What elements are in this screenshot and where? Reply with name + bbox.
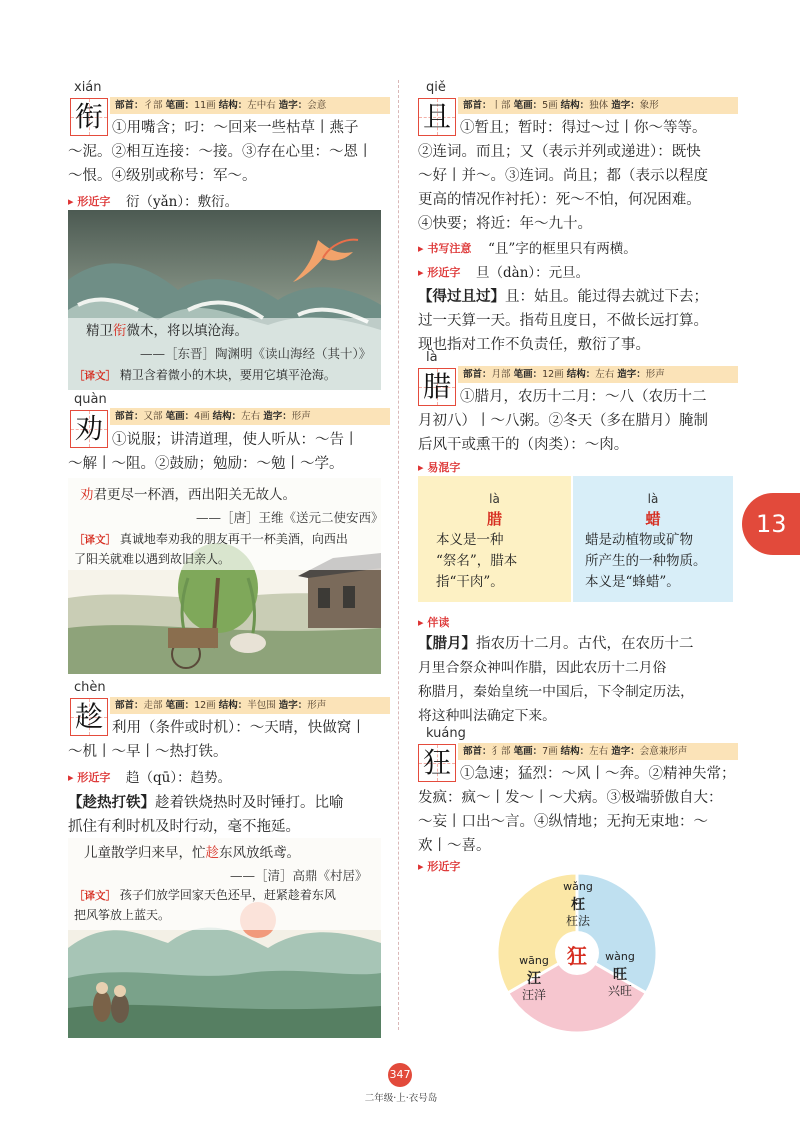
wheel-char: 旺 [613, 967, 627, 983]
poem-line: 精卫衔微木，将以填沧海。 [86, 323, 248, 339]
poem-source: ——［东晋］陶渊明《读山海经（其十）》 [140, 346, 372, 361]
wheel-char: 汪 [527, 971, 541, 987]
poem-translation: ［译文］ 精卫含着微小的木块，要用它填平沧海。 [74, 368, 336, 382]
definition-line: ～解丨～阻。②鼓励；勉励：～勉丨～学。 [68, 456, 344, 472]
footer-series-title: 二年级·上·衣号岛 [364, 1093, 438, 1104]
definition-line: 后风干或熏干的（肉类）：～肉。 [418, 437, 629, 453]
entry-character: 狂 [418, 744, 456, 782]
poem-line: 儿童散学归来早，忙趁东风放纸鸢。 [84, 845, 300, 861]
similar-char-wheel [492, 868, 662, 1038]
definition-line: ①腊月，农历十二月：～八（农历十二 [460, 389, 707, 405]
companion-reading-line: 称腊月，秦始皇统一中国后，下令制定历法， [418, 684, 694, 700]
definition-line: 更高的情况作衬托）：死～不怕，何况困难。 [418, 192, 701, 208]
definition-line: ①急速；猛烈：～风丨～奔。②精神失常； [460, 766, 736, 782]
entry-pinyin: kuáng [426, 726, 466, 741]
wheel-word: 汪洋 [521, 988, 546, 1002]
entry-character: 且 [418, 98, 456, 136]
definition-line: 欢丨～喜。 [418, 838, 491, 854]
similar-char-tag: ▸ 形近字 [68, 769, 110, 785]
wheel-word: 枉法 [565, 914, 590, 928]
poem-translation: 把风筝放上蓝天。 [74, 908, 171, 922]
definition-line: ～恨。④级别或称号：军～。 [68, 168, 257, 184]
wheel-pinyin: wāng [519, 954, 549, 967]
entry-character: 衔 [70, 98, 108, 136]
wheel-char: 枉 [571, 897, 585, 913]
definition-line: 发疯：疯～丨发～丨～犬病。③极端骄傲自大： [418, 790, 723, 806]
definition-line: 利用（条件或时机）：～天晴，快做窝丨 [112, 720, 366, 736]
wheel-center-char: 狂 [567, 944, 587, 968]
wheel-word: 兴旺 [607, 984, 632, 998]
wheel-pinyin: wǎng [563, 880, 593, 893]
companion-reading-line: 【腊月】指农历十二月。古代，在农历十二 [418, 635, 694, 652]
definition-line: ①用嘴含；叼：～回来一些枯草丨燕子 [112, 120, 359, 136]
idiom-line: 【得过且过】且：姑且。能过得去就过下去； [418, 288, 708, 305]
entry-meta-bar: 部首：彳部 笔画：11画 结构：左中右 造字：会意 [110, 97, 390, 114]
entry-pinyin: quàn [74, 392, 107, 407]
idiom-line: 【趁热打铁】趁着铁烧热时及时锤打。比喻 [68, 794, 344, 811]
card-text: 本义是一种 “祭名”，腊本 指“干肉”。 [436, 532, 518, 590]
idiom-line: 过一天算一天。指苟且度日，不做长远打算。 [418, 313, 708, 329]
card-text: 蜡是动植物或矿物 所产生的一种物质。 本义是“蜂蜡”。 [585, 532, 707, 590]
card-character: 腊 [486, 510, 502, 528]
illustration-sea-bird [68, 210, 381, 390]
definition-line: ～好丨并～。③连词。尚且；都（表示以程度 [418, 168, 708, 184]
definition-line: ④快要；将近：年～九十。 [418, 216, 592, 232]
similar-char-text: 衍（yǎn）：敷衍。 [126, 194, 239, 210]
entry-pinyin: qiě [426, 80, 446, 95]
similar-char-tag: ▸ 形近字 [418, 858, 460, 874]
writing-note-tag: ▸ 书写注意 [418, 240, 471, 256]
similar-char-text: 旦（dàn）：元旦。 [476, 265, 590, 281]
definition-line: ①暂且；暂时：得过～过丨你～等等。 [460, 120, 707, 136]
definition-line: ～泥。②相互连接：～接。③存在心里：～恩丨 [68, 144, 373, 160]
entry-character: 趁 [70, 698, 108, 736]
entry-character: 腊 [418, 368, 456, 406]
confusable-card-wax [573, 476, 733, 602]
definition-line: ①说服；讲清道理，使人听从：～告丨 [112, 432, 359, 448]
wheel-pinyin: wàng [605, 950, 635, 963]
confusable-char-tag: ▸ 易混字 [418, 459, 460, 475]
definition-line: ②连词。而且；又（表示并列或递进）：既快 [418, 144, 701, 160]
poem-translation: ［译文］ 孩子们放学回家天色还早，赶紧趁着东风 [74, 888, 336, 902]
similar-char-tag: ▸ 形近字 [418, 264, 460, 280]
card-character: 蜡 [645, 510, 661, 528]
entry-meta-bar: 部首：走部 笔画：12画 结构：半包围 造字：形声 [110, 697, 390, 714]
entry-meta-bar: 部首：丨部 笔画：5画 结构：独体 造字：象形 [458, 97, 738, 114]
entry-meta-bar: 部首：月部 笔画：12画 结构：左右 造字：形声 [458, 366, 738, 383]
companion-reading-line: 将这种叫法确定下来。 [418, 708, 556, 724]
definition-line: ～机丨～早丨～热打铁。 [68, 744, 228, 760]
poem-translation: ［译文］ 真诚地奉劝我的朋友再干一杯美酒，向西出 [74, 532, 348, 546]
confusable-card-la [418, 476, 571, 602]
similar-char-tag: ▸ 形近字 [68, 193, 110, 209]
entry-pinyin: là [426, 350, 438, 365]
idiom-line: 现也指对工作不负责任，敷衍了事。 [418, 337, 650, 353]
column-divider [398, 80, 399, 1030]
entry-pinyin: chèn [74, 680, 106, 695]
companion-reading-line: 月里合祭众神叫作腊，因此农历十二月俗 [418, 660, 667, 676]
poem-source: ——［唐］王维《送元二使安西》 [196, 510, 384, 525]
writing-note-text: “且”字的框里只有两横。 [488, 241, 637, 257]
definition-line: ～妄丨口出～言。④纵情地；无拘无束地：～ [418, 814, 708, 830]
entry-pinyin: xián [74, 80, 102, 95]
similar-char-text: 趋（qū）：趋势。 [126, 770, 232, 786]
poem-line: 劝君更尽一杯酒，西出阳关无故人。 [80, 487, 296, 503]
entry-character: 劝 [70, 410, 108, 448]
card-pinyin: là [489, 492, 500, 506]
poem-translation: 了阳关就难以遇到故旧亲人。 [74, 552, 231, 566]
chapter-badge: 13 [742, 493, 800, 555]
page-number: 347 [388, 1063, 412, 1087]
entry-meta-bar: 部首：又部 笔画：4画 结构：左右 造字：形声 [110, 408, 390, 425]
poem-source: ——［清］高鼎《村居》 [230, 868, 368, 883]
companion-reading-tag: ▸ 伴读 [418, 614, 449, 630]
entry-meta-bar: 部首：犭部 笔画：7画 结构：左右 造字：会意兼形声 [458, 743, 738, 760]
card-pinyin: là [647, 492, 659, 506]
definition-line: 月初八）丨～八粥。②冬天（多在腊月）腌制 [418, 413, 708, 429]
idiom-line: 抓住有利时机及时行动，毫不拖延。 [68, 819, 300, 835]
